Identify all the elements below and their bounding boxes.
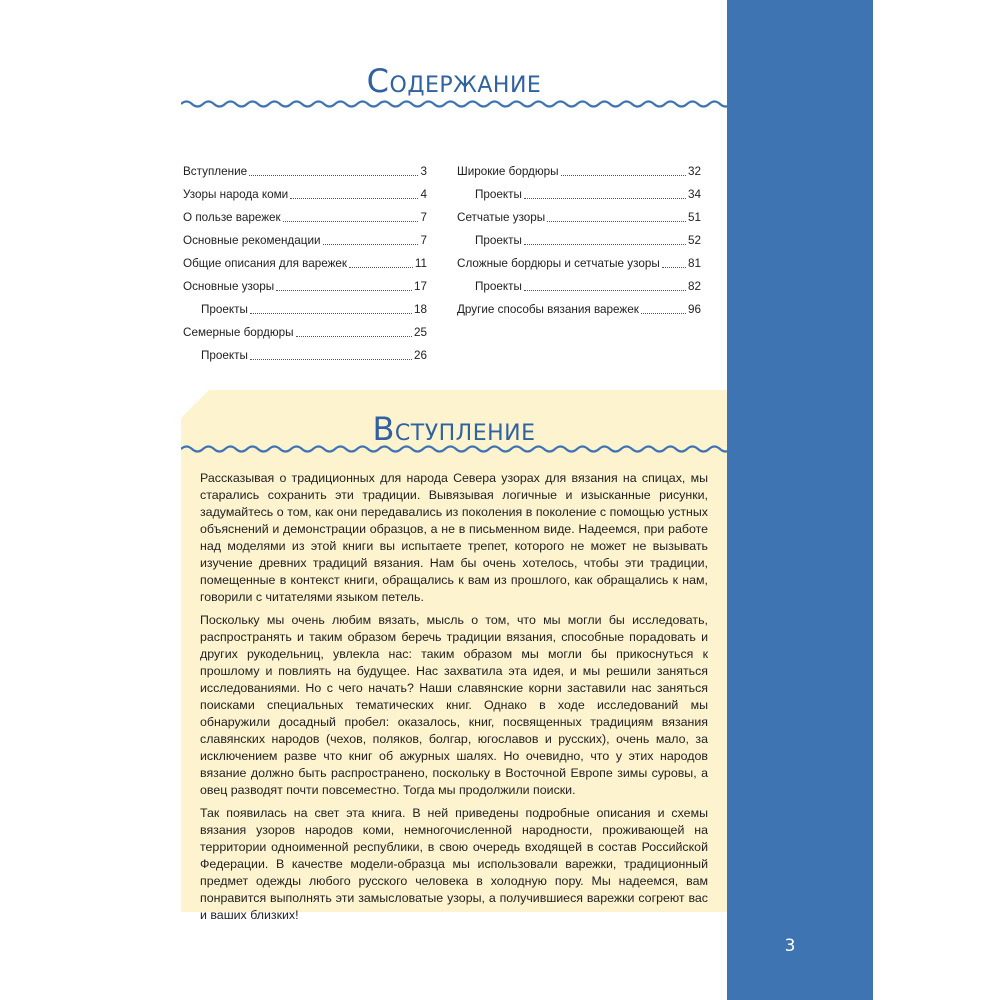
toc-entry-page: 18 [413,303,427,316]
toc-entry-page: 52 [687,234,701,247]
toc-entry-label: Проекты [201,349,248,362]
toc-dot-leader [547,221,686,222]
toc-entry-label: Общие описания для варежек [183,257,348,270]
toc-entry-page: 96 [687,303,701,316]
toc-left-column [183,160,427,367]
toc-entry-page: 17 [413,280,427,293]
toc-entry-label: Проекты [475,188,522,201]
toc-dot-leader [276,290,412,291]
toc-entry [457,229,701,252]
toc-entry [183,229,427,252]
toc-dot-leader [290,198,418,199]
toc-entry-page: 34 [687,188,701,201]
page-number: 3 [784,936,796,956]
toc-entry-page: 11 [414,257,427,270]
toc-dot-leader [524,244,686,245]
toc-dot-leader [250,313,412,314]
toc-entry [457,183,701,206]
toc-dot-leader [349,267,413,268]
toc-entry-label: О пользе варежек [183,211,281,224]
intro-body [200,470,708,930]
toc-right-column [457,160,701,321]
toc-dot-leader [561,175,686,176]
toc-entry [457,298,701,321]
intro-paragraph: Рассказывая о традиционных для народа Севера узорах для вязания на спицах, мы старались сохранить эти традиции. Вывязывая логичные и изысканные рисунки, задумайтесь о том, как они передавались из поколения в поколение с помощью устных объяснений и демонстрации образцов, а не в письменном виде. Надеемся, при работе над моделями из этой книги вы испытаете трепет, которого не может не вызывать изучение древних традиций вязания. Нам бы очень хотелось, чтобы эти традиции, помещенные в контекст книги, обращались к вам из прошлого, как обращались к нам, говорили с читателями языком петель. [200,471,708,604]
toc-entry-page: 7 [420,234,427,247]
intro-paragraph: Так появилась на свет эта книга. В ней приведены подробные описания и схемы вязания узоров народов коми, немногочисленной народности, проживающей на территории одноименной республики, в свою очередь входящей в состав Российской Федерации. В качестве модели-образца мы использовали варежки, традиционный предмет одежды любого русского человека в холодную пору. Мы надеемся, вам понравится выполнять эти замысловатые узоры, а получившиеся варежки согреют вас и ваших близких! [200,806,708,922]
toc-entry-page: 81 [687,257,701,270]
toc-entry-page: 7 [420,211,427,224]
intro-wave-divider [181,442,727,456]
toc-entry-label: Сетчатые узоры [457,211,546,224]
toc-title: Содержание [366,62,542,100]
toc-entry [183,321,427,344]
toc-entry [183,275,427,298]
page-sidebar [727,0,873,1000]
toc-entry-page: 4 [420,188,427,201]
toc-entry-label: Семерные бордюры [183,326,294,339]
intro-title: Вступление [372,410,536,448]
toc-entry-label: Проекты [475,280,522,293]
toc-dot-leader [283,221,419,222]
toc-dot-leader [296,336,412,337]
toc-dot-leader [323,244,419,245]
toc-entry [183,344,427,367]
toc-entry-label: Широкие бордюры [457,165,559,178]
toc-dot-leader [641,313,686,314]
toc-entry [183,160,427,183]
intro-paragraph: Поскольку мы очень любим вязать, мысль о том, что мы могли бы исследовать, распространять и таким образом беречь традиции вязания, способные порадовать и других рукодельниц, увлекла нас: таким образом мы могли бы прикоснуться к прошлому и повлиять на будущее. Нас захватила эта идея, и мы решили заняться исследованиями. Но с чего начать? Наши славянские корни заставили нас заняться поисками специальных тематических книг. Однако в ходе исследований мы обнаружили досадный пробел: оказалось, книг, посвященных традициям вязания славянских народов (чехов, поляков, болгар, югославов и русских), очень мало, за исключением разве что книг об ажурных шалях. Но очевидно, что у этих народов вязание должно быть распространено, поскольку в Восточной Европе зимы суровы, а овец разводят почти повсеместно. Тогда мы продолжили поиски. [200,613,708,797]
toc-entry-page: 3 [420,165,427,178]
toc-entry-label: Сложные бордюры и сетчатые узоры [457,257,660,270]
toc-entry-label: Вступление [183,165,248,178]
toc-wave-divider [181,97,727,111]
toc-entry-label: Другие способы вязания варежек [457,303,639,316]
toc-dot-leader [524,290,686,291]
toc-entry [457,275,701,298]
toc-dot-leader [250,359,412,360]
toc-entry-page: 25 [413,326,427,339]
toc-entry [183,298,427,321]
toc-entry-label: Проекты [201,303,248,316]
toc-entry [457,206,701,229]
toc-entry [183,206,427,229]
toc-entry [183,252,427,275]
toc-entry-page: 51 [687,211,701,224]
toc-entry-label: Основные узоры [183,280,275,293]
toc-entry [183,183,427,206]
toc-entry-label: Основные рекомендации [183,234,321,247]
toc-entry-label: Проекты [475,234,522,247]
toc-entry-page: 26 [413,349,427,362]
toc-dot-leader [524,198,686,199]
toc-dot-leader [249,175,418,176]
toc-dot-leader [662,267,686,268]
toc-entry-label: Узоры народа коми [183,188,289,201]
toc-entry [457,160,701,183]
toc-entry-page: 82 [687,280,701,293]
toc-entry-page: 32 [687,165,701,178]
toc-entry [457,252,701,275]
